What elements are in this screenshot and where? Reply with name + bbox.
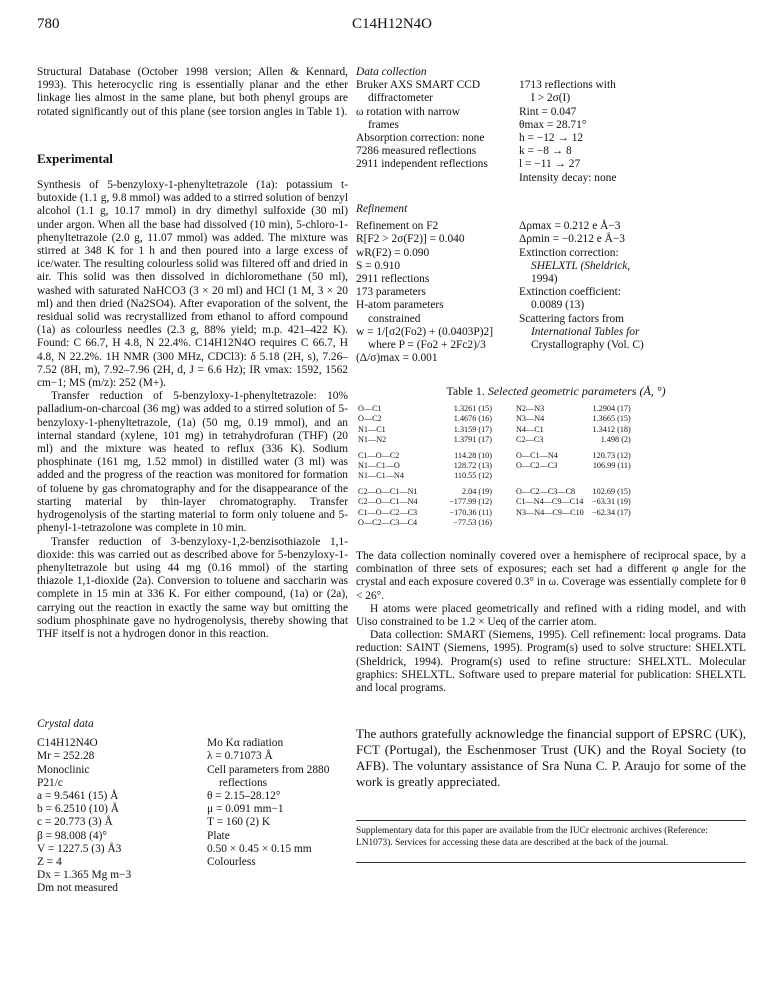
crystal-item: Z = 4: [37, 856, 62, 869]
collection-item: h = −12 → 12: [519, 132, 584, 145]
data-collection-paragraph: The data collection nominally covered over a hemisphere of reciprocal space, by a combination of three sets of exposures; each set had a different φ angle for the crystal and each exposure covered 0.3° in ω. Coverage was essentially complete for θ < 26°.: [356, 550, 746, 602]
value-cell: 110.55 (12): [454, 471, 492, 481]
crystal-item: β = 98.008 (4)°: [37, 829, 107, 842]
collection-item: 2911 independent reflections: [356, 158, 488, 171]
value-cell: 128.72 (13): [453, 461, 492, 471]
value-cell: 1.3665 (15): [592, 414, 631, 424]
value-cell: 1.3159 (17): [453, 424, 492, 434]
refinement-left: [356, 220, 519, 365]
value-cell: −170.36 (11): [449, 507, 492, 517]
refinement-right: [519, 220, 719, 365]
crystal-item: 0.50 × 0.45 × 0.15 mm: [207, 842, 312, 855]
data-collection-grid: [356, 79, 756, 185]
refinement-item: 173 parameters: [356, 286, 426, 299]
crystal-item: Cell parameters from 2880: [207, 763, 330, 776]
crystal-item: Plate: [207, 829, 230, 842]
atom-label-cell: C2—C3: [516, 435, 544, 445]
data-collection-heading: Data collection: [356, 66, 427, 78]
refinement-item: (Δ/σ)max = 0.001: [356, 352, 438, 365]
crystal-item: Dm not measured: [37, 882, 118, 895]
table-caption: [356, 384, 756, 399]
value-cell: 114.28 (10): [454, 450, 492, 460]
refinement-item: Δρmax = 0.212 e Å−3: [519, 220, 621, 233]
collection-item: frames: [368, 118, 399, 131]
atom-label-cell: N3—N4: [516, 414, 545, 424]
atom-label-cell: O—C2: [358, 414, 382, 424]
transfer-reduction-paragraph: Transfer reduction of 5-benzyloxy-1-phenyltetrazole: 10% palladium-on-charcoal (36 mg) was added to a stirred solution of 5-benzyloxy-1-phenyltetrazole, (1a) (50 mg, 0.19 mmol), and an internal standard (xylene, 101 mg) in tetrahydrofuran (THF) (20 ml) and the mixture was heated to reflux (336 K). Sodium phosphinate (161 mg, 1.52 mmol) in distilled water (3 ml) was added and the progress of the reaction was monitored for formation of toluene by gas chromatography and for the disappearance of the starting material by thin-layer chromatography. Transfer hydrogenolysis of the starting material to form only toluene and 5-phenyl-1-tetrazolone was complete in 10 min.: [37, 390, 348, 535]
crystal-item: b = 6.2510 (10) Å: [37, 803, 120, 816]
atom-label-cell: N2—N3: [516, 404, 545, 413]
refinement-item: 0.0089 (13): [531, 299, 585, 312]
refinement-item: Δρmin = −0.212 e Å−3: [519, 233, 625, 246]
crystal-data-grid: [37, 737, 357, 895]
right-paragraphs: [356, 550, 746, 695]
crystal-item: P21/c: [37, 776, 63, 789]
footnote-divider: [356, 862, 746, 863]
atom-label-cell: C1—O—C2: [358, 450, 400, 460]
value-cell: 1.498 (2): [600, 435, 631, 445]
synthesis-paragraph: Synthesis of 5-benzyloxy-1-phenyltetrazole (1a): potassium t-butoxide (1.1 g, 9.8 mmol) was added to a stirred solution of benzyl alcohol (1.1 g, 10.17 mmol) in dry dimethyl sulfoxide (30 ml) under argon. When all the base had dissolved (10 min), 5-chloro-1-phenyltetrazole (2.0 g, 11.07 mmol) was added. The mixture was stirred at 348 K for 1 h and then poured into a large excess of ice/water. The resulting colourless solid was filtered off and dried in air. This solid was then dissolved in dichloromethane (50 ml), washed with saturated NaHCO3 (3 × 20 ml) and HCl (1 M, 3 × 20 ml) and then dried (Na2SO4). After evaporation of the solvent, the residual solid was recrystallized from ethanol to afford compound (1a) as colourless needles (2.3 g, 88% yield; m.p. 421–422 K). Found: C 66.7, H 4.8, N 22.4%. C14H12N4O requires C 66.7, H 4.8, N 22.2%. 1H NMR (300 MHz, CDCl3): δ 5.18 (2H, s), 7.26–7.52 (8H, m), 7.92–7.96 (2H, d, J = 6.6 Hz); IR νmax: 1592, 1562 cm−1; MS (m/z): 252 (M+).: [37, 179, 348, 390]
column-gap: [494, 414, 514, 424]
atom-label-cell: N1—C1—O: [358, 461, 400, 471]
refinement-item: Extinction correction:: [519, 246, 619, 259]
refinement-item: Scattering factors from: [519, 312, 625, 325]
crystal-data-section: [37, 718, 357, 896]
crystal-item: Mr = 252.28: [37, 750, 95, 763]
value-cell: [590, 518, 633, 528]
value-cell: 106.99 (11): [592, 461, 631, 471]
table-row: [356, 482, 633, 497]
crystal-data-heading: Crystal data: [37, 718, 94, 730]
refinement-item: Refinement on F2: [356, 220, 439, 233]
refinement-item: R[F2 > 2σ(F2)] = 0.040: [356, 233, 465, 246]
value-cell: 1.3412 (18): [592, 424, 631, 434]
software-paragraph: Data collection: SMART (Siemens, 1995). Cell refinement: local programs. Data reduction: SAINT (Siemens, 1995). Program(s) used to solve structure: SHELXTL (Sheldrick, 1994). Program(s) used to refine structure: SHELXTL. Molecular graphics: SHELXTL. Software used to prepare material for publication: SHELXTL and local programs.: [356, 629, 746, 695]
atom-label-cell: O—C2—C3—C4: [358, 518, 418, 528]
refinement-item: w = 1/[σ2(Fo2) + (0.0403P)2]: [356, 325, 493, 338]
atom-label-cell: N1—N2: [358, 435, 387, 445]
collection-item: k = −8 → 8: [519, 145, 572, 158]
collection-item: Absorption correction: none: [356, 132, 485, 145]
crystal-data-left: [37, 737, 207, 895]
value-cell: 1.4676 (16): [453, 414, 492, 424]
refinement-heading: Refinement: [356, 203, 408, 215]
atom-label-cell: C2—O—C1—N4: [358, 497, 418, 507]
collection-item: Rint = 0.047: [519, 105, 577, 118]
refinement-item: SHELXTL (Sheldrick,: [531, 259, 631, 272]
collection-item: ω rotation with narrow: [356, 105, 460, 118]
refinement-item: Crystallography (Vol. C): [531, 339, 644, 352]
column-gap: [494, 446, 514, 461]
refinement-item: H-atom parameters: [356, 299, 444, 312]
atom-label-cell: N4—C1: [516, 424, 544, 434]
column-gap: [494, 404, 514, 414]
value-cell: 2.04 (19): [461, 486, 492, 496]
table-row: [356, 435, 633, 445]
table-row: [356, 425, 633, 435]
refinement-item: Extinction coefficient:: [519, 286, 621, 299]
column-gap: [494, 482, 514, 497]
acknowledgement-paragraph: The authors gratefully acknowledge the financial support of EPSRC (UK), FCT (Portugal), the Eschenmoser Trust (UK) and the Royal Society (to AFB). The voluntary assistance of Sra Nuna C. P. Araujo for some of the work is greatly appreciated.: [356, 726, 746, 789]
value-cell: −62.34 (17): [592, 507, 631, 517]
collection-item: l = −11 → 27: [519, 158, 581, 171]
column-gap: [494, 461, 514, 471]
table-caption-prefix: Table 1.: [446, 384, 485, 398]
page-number: 780: [37, 16, 60, 32]
collection-item: Bruker AXS SMART CCD: [356, 79, 481, 92]
value-cell: 102.69 (15): [592, 486, 631, 496]
crystal-item: V = 1227.5 (3) Å3: [37, 842, 122, 855]
atom-label-cell: [514, 518, 590, 528]
table-row: [356, 461, 633, 471]
table-row: [356, 508, 633, 518]
value-cell: 1.3791 (17): [453, 435, 492, 445]
h-atoms-paragraph: H atoms were placed geometrically and refined with a riding model, and with Uiso constrained to be 1.2 × Ueq of the carrier atom.: [356, 602, 746, 629]
collection-item: diffractometer: [368, 92, 433, 105]
footnote-divider: [356, 820, 746, 821]
left-column: [37, 66, 348, 641]
crystal-item: T = 160 (2) K: [207, 816, 271, 829]
atom-label-cell: N3—N4—C9—C10: [516, 507, 584, 517]
table-row: [356, 497, 633, 507]
table-row: [356, 518, 633, 528]
atom-label-cell: [514, 471, 590, 481]
crystal-item: c = 20.773 (3) Å: [37, 816, 113, 829]
value-cell: −77.53 (16): [453, 518, 492, 528]
value-cell: [590, 471, 633, 481]
crystal-item: a = 9.5461 (15) Å: [37, 790, 119, 803]
collection-item: Intensity decay: none: [519, 171, 617, 184]
crystal-item: λ = 0.71073 Å: [207, 750, 273, 763]
value-cell: −63.31 (19): [592, 497, 631, 507]
refinement-item: constrained: [368, 312, 421, 325]
geometric-parameters-table: [356, 404, 756, 528]
refinement-item: S = 0.910: [356, 259, 401, 272]
crystal-item: Colourless: [207, 856, 256, 869]
value-cell: 120.73 (12): [592, 450, 631, 460]
value-cell: −177.99 (12): [449, 497, 492, 507]
intro-paragraph: Structural Database (October 1998 version; Allen & Kennard, 1993). This heterocyclic ring is essentially planar and the ether linkage lies almost in the same plane, but both phenyl groups are rotated significantly out of this plane (see torsion angles in Table 1).: [37, 66, 348, 118]
atom-label-cell: O—C2—C3—C8: [516, 486, 576, 496]
table-caption-title: Selected geometric parameters (Å, °): [487, 384, 666, 398]
table-row: [356, 404, 633, 414]
running-title-formula: C14H12N4O: [351, 16, 432, 32]
value-cell: 1.2904 (17): [592, 404, 631, 413]
table-row: [356, 471, 633, 481]
column-gap: [494, 508, 514, 518]
crystal-item: C14H12N4O: [37, 737, 98, 750]
collection-item: I > 2σ(I): [531, 92, 571, 105]
crystal-item: reflections: [219, 776, 268, 789]
column-gap: [494, 471, 514, 481]
crystal-item: Monoclinic: [37, 763, 90, 776]
refinement-item: International Tables for: [531, 325, 640, 338]
crystal-item: Dx = 1.365 Mg m−3: [37, 869, 132, 882]
atom-label-cell: O—C1: [358, 404, 382, 413]
column-gap: [494, 497, 514, 507]
collection-item: 7286 measured reflections: [356, 145, 477, 158]
atom-label-cell: C1—O—C2—C3: [358, 507, 418, 517]
collection-item: 1713 reflections with: [519, 79, 616, 92]
atom-label-cell: O—C1—N4: [516, 450, 558, 460]
atom-label-cell: O—C2—C3: [516, 461, 558, 471]
crystal-item: Mo Kα radiation: [207, 737, 284, 750]
table-body: [356, 404, 633, 528]
refinement-item: where P = (Fo2 + 2Fc2)/3: [368, 339, 486, 352]
atom-label-cell: C1—N4—C9—C14: [516, 497, 584, 507]
crystal-item: θ = 2.15–28.12°: [207, 790, 281, 803]
refinement-item: 2911 reflections: [356, 273, 430, 286]
column-gap: [494, 425, 514, 435]
table-row: [356, 446, 633, 461]
atom-label-cell: C2—O—C1—N1: [358, 486, 418, 496]
crystal-item: μ = 0.091 mm−1: [207, 803, 284, 816]
column-gap: [494, 435, 514, 445]
column-gap: [494, 518, 514, 528]
atom-label-cell: N1—C1—N4: [358, 471, 404, 481]
refinement-section: [356, 203, 756, 365]
value-cell: 1.3261 (15): [453, 404, 492, 413]
atom-label-cell: N1—C1: [358, 424, 386, 434]
data-collection-left: [356, 79, 519, 185]
supplementary-footnote: Supplementary data for this paper are available from the IUCr electronic archives (Reference: LN1073). Services for accessing these data are described at the back of the journal.: [356, 826, 708, 848]
collection-item: θmax = 28.71°: [519, 118, 587, 131]
refinement-item: 1994): [531, 273, 558, 286]
data-collection-right: [519, 79, 719, 185]
experimental-heading: Experimental: [37, 150, 113, 166]
refinement-grid: [356, 220, 756, 365]
table-row: [356, 414, 633, 424]
data-collection-section: [356, 66, 756, 185]
refinement-item: wR(F2) = 0.090: [356, 246, 430, 259]
benzisothiazole-paragraph: Transfer reduction of 3-benzyloxy-1,2-benzisothiazole 1,1-dioxide: this was carried out as described above for 5-benzyloxy-1-phenyltetrazole but using 44 mg (0.16 mmol) of the starting thiazole 1,1-dioxide (2a). Conversion to toluene and saccharin was complete in 15 min at 336 K. For either compound, (1a) or (2a), carrying out the reaction in exactly the same way but omitting the sodium phosphinate gave no hydrogenolysis, thereby showing that THF itself is not a hydrogen donor in this reaction.: [37, 535, 348, 640]
